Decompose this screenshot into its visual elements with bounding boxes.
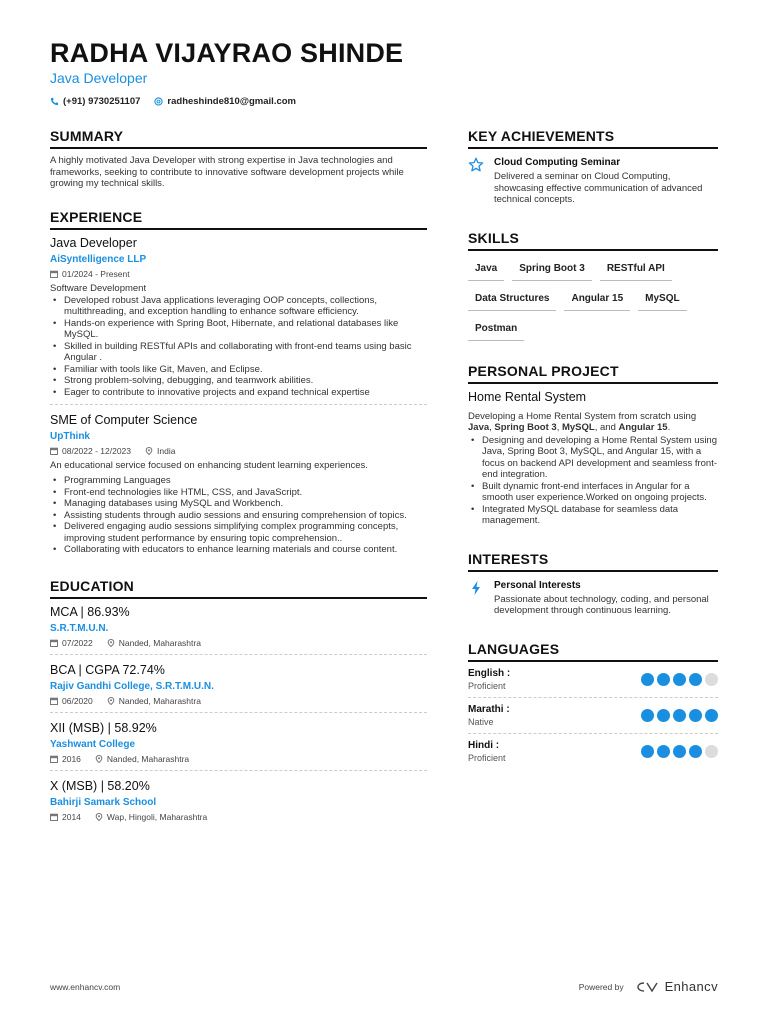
proficiency-dot-filled (689, 709, 702, 722)
achievement-desc: Delivered a seminar on Cloud Computing, showcasing effective communication of advanced technical concepts. (494, 171, 703, 205)
list-item: • Developed robust Java applications leveraging OOP concepts, collections, multithreading, and exception handling to enhance software efficiency. (50, 295, 427, 318)
proficiency-dot-filled (673, 745, 686, 758)
proficiency-dots (641, 709, 718, 722)
contact-row (50, 96, 730, 107)
proficiency-dot-empty (705, 673, 718, 686)
project-section (468, 363, 718, 527)
skills-title: SKILLS (468, 230, 718, 251)
interest-title: Personal Interests (494, 579, 581, 591)
job-bullets (50, 475, 427, 556)
education-entry (50, 663, 427, 706)
education-date: 07/2022 (62, 637, 93, 648)
languages-section (468, 641, 718, 769)
job-meta (50, 269, 427, 279)
enhancv-logo[interactable] (636, 979, 718, 994)
project-bullets (468, 435, 718, 527)
education-location: Nanded, Maharashtra (106, 753, 190, 764)
star-icon (468, 157, 484, 173)
email-contact[interactable] (154, 96, 296, 107)
list-item: • Assisting students through audio sessions and ensuring comprehension of topics. (50, 510, 427, 522)
language-level: Proficient (468, 680, 506, 691)
divider (50, 712, 427, 713)
candidate-name: RADHA VIJAYRAO SHINDE (50, 38, 404, 68)
calendar-icon (50, 697, 58, 705)
institution-name: Bahirji Samark School (50, 796, 157, 808)
resume-header (50, 38, 730, 107)
footer-brand (579, 979, 718, 994)
skills-section (468, 230, 718, 347)
proficiency-dot-filled (673, 709, 686, 722)
divider (50, 654, 427, 655)
project-title: PERSONAL PROJECT (468, 363, 718, 384)
list-item: • Programming Languages (50, 475, 427, 487)
job-location: India (157, 446, 176, 456)
interests-section (468, 551, 718, 617)
degree-title: XII (MSB) | 58.92% (50, 720, 157, 735)
experience-entry (50, 236, 427, 399)
education-section (50, 578, 427, 822)
languages-title: LANGUAGES (468, 641, 718, 662)
institution-name: S.R.T.M.U.N. (50, 622, 109, 634)
list-item: • Eager to contribute to innovative projects and expand technical expertise (50, 387, 427, 399)
education-meta (50, 696, 427, 706)
enhancv-logo-icon (636, 981, 660, 993)
powered-by-text: Powered by (578, 981, 624, 992)
calendar-icon (50, 813, 58, 821)
intro-sep: , (489, 422, 495, 433)
proficiency-dot-filled (641, 745, 654, 758)
summary-section (50, 128, 427, 190)
list-item: • Hands-on experience with Spring Boot, Hibernate, and relational databases like MySQL. (50, 318, 427, 341)
achievement-title: Cloud Computing Seminar (494, 157, 621, 168)
proficiency-dot-filled (657, 709, 670, 722)
degree-title: X (MSB) | 58.20% (50, 778, 150, 793)
location-pin-icon (95, 755, 103, 763)
language-level: Native (468, 716, 494, 727)
skill-tag: RESTful API (600, 257, 672, 281)
proficiency-dot-filled (641, 709, 654, 722)
list-item: • Delivered engaging audio sessions simplifying complex programming concepts, improving student performance by ensuring topic comprehension.. (50, 521, 427, 544)
job-dates: 01/2024 - Present (62, 268, 130, 279)
proficiency-dots (641, 745, 718, 758)
page-footer (50, 979, 718, 994)
list-item: • Integrated MySQL database for seamless data management. (468, 504, 718, 527)
intro-suffix: . (667, 422, 671, 433)
skill-tag: MySQL (638, 287, 686, 311)
location-pin-icon (95, 813, 103, 821)
job-subtitle: Software Development (50, 282, 147, 294)
skill-tag: Data Structures (468, 287, 556, 311)
list-item: • Managing databases using MySQL and Workbench. (50, 498, 427, 510)
email-address: radheshinde810@gmail.com (167, 96, 296, 107)
proficiency-dot-filled (689, 673, 702, 686)
job-title: SME of Computer Science (50, 413, 198, 427)
list-item: • Collaborating with educators to enhance learning materials and course content. (50, 544, 427, 556)
company-name: AiSyntelligence LLP (50, 253, 147, 265)
education-date: 06/2020 (62, 695, 93, 706)
language-name: English : (468, 667, 511, 679)
list-item: • Familiar with tools like Git, Maven, and Eclipse. (50, 364, 427, 376)
job-meta (50, 446, 427, 456)
education-entry (50, 779, 427, 822)
education-entry (50, 605, 427, 648)
phone-icon (50, 97, 59, 106)
project-name: Home Rental System (468, 389, 587, 404)
achievements-title: KEY ACHIEVEMENTS (468, 128, 718, 149)
education-location: Nanded, Maharashtra (118, 695, 201, 706)
intro-sep: , (556, 422, 562, 433)
job-subtitle: An educational service focused on enhancing student learning experiences. (50, 460, 368, 471)
skill-tag: Spring Boot 3 (512, 257, 592, 281)
intro-text: Developing a Home Rental System from scratch using (468, 410, 697, 422)
education-location: Nanded, Maharashtra (118, 637, 201, 648)
location-pin-icon (107, 639, 115, 647)
education-meta (50, 812, 427, 822)
divider (50, 404, 427, 405)
divider (50, 770, 427, 771)
skill-tag: Postman (468, 317, 524, 341)
calendar-icon (50, 639, 58, 647)
proficiency-dot-filled (641, 673, 654, 686)
proficiency-dot-filled (657, 745, 670, 758)
skill-tag: Angular 15 (564, 287, 630, 311)
language-name: Marathi : (468, 703, 510, 715)
tech-angular: Angular 15 (618, 422, 668, 433)
education-location: Wap, Hingoli, Maharashtra (106, 811, 208, 822)
interest-item (468, 580, 718, 617)
at-icon (154, 97, 163, 106)
location-pin-icon (145, 447, 153, 455)
project-intro (468, 411, 718, 434)
proficiency-dot-empty (705, 745, 718, 758)
proficiency-dot-filled (689, 745, 702, 758)
tech-mysql: MySQL (561, 422, 595, 433)
education-date: 2014 (62, 811, 81, 822)
summary-title: SUMMARY (50, 128, 427, 149)
right-column (468, 128, 718, 769)
tech-java: Java (468, 422, 490, 433)
list-item: • Built dynamic front-end interfaces in Angular for a smooth user experience.Worked on ongoing projects. (468, 481, 718, 504)
summary-text: A highly motivated Java Developer with strong expertise in Java technologies and frameworks, seeking to contribute to innovative software development projects while growing my technical skills. (50, 155, 404, 189)
list-item: • Front-end technologies like HTML, CSS, and JavaScript. (50, 487, 427, 499)
phone-contact[interactable] (50, 96, 140, 107)
list-item: • Strong problem-solving, debugging, and teamwork abilities. (50, 375, 427, 387)
proficiency-dots (641, 673, 718, 686)
lightning-icon (468, 580, 484, 596)
language-row (468, 740, 718, 769)
achievement-item (468, 157, 718, 206)
proficiency-dot-filled (657, 673, 670, 686)
company-name: UpThink (50, 431, 90, 442)
job-title: Java Developer (50, 235, 137, 250)
language-row (468, 704, 718, 734)
proficiency-dot-filled (705, 709, 718, 722)
location-pin-icon (107, 697, 115, 705)
calendar-icon (50, 755, 58, 763)
interests-title: INTERESTS (468, 551, 718, 572)
calendar-icon (50, 270, 58, 278)
experience-title: EXPERIENCE (50, 209, 427, 230)
interest-desc: Passionate about technology, coding, and personal development through continuous learning. (494, 593, 709, 616)
language-row (468, 668, 718, 698)
list-item: • Designing and developing a Home Rental System using Java, Spring Boot 3, MySQL, and Angular 15, with a focus on backend API development and seamless front-end integration. (468, 435, 718, 481)
education-meta (50, 754, 427, 764)
education-meta (50, 638, 427, 648)
education-date: 2016 (62, 753, 81, 764)
candidate-role: Java Developer (50, 70, 148, 86)
achievements-section (468, 128, 718, 206)
degree-title: BCA | CGPA 72.74% (50, 662, 165, 677)
skills-list (468, 257, 718, 347)
institution-name: Rajiv Gandhi College, S.R.T.M.U.N. (50, 680, 214, 692)
experience-section (50, 209, 427, 556)
education-entry (50, 721, 427, 764)
proficiency-dot-filled (673, 673, 686, 686)
intro-sep: , and (594, 422, 619, 433)
language-name: Hindi : (468, 739, 500, 751)
brand-name: Enhancv (664, 979, 718, 994)
experience-entry (50, 413, 427, 556)
language-level: Proficient (468, 752, 506, 763)
degree-title: MCA | 86.93% (50, 604, 130, 619)
job-dates: 08/2022 - 12/2023 (62, 446, 132, 456)
tech-spring: Spring Boot 3 (494, 422, 557, 433)
job-bullets (50, 295, 427, 399)
institution-name: Yashwant College (50, 738, 136, 750)
list-item: • Skilled in building RESTful APIs and collaborating with front-end teams using basic Angular . (50, 341, 427, 364)
calendar-icon (50, 447, 58, 455)
phone-number: (+91) 9730251107 (63, 96, 141, 107)
footer-website[interactable]: www.enhancv.com (50, 981, 121, 992)
left-column (50, 128, 427, 822)
education-title: EDUCATION (50, 578, 427, 599)
skill-tag: Java (468, 257, 504, 281)
